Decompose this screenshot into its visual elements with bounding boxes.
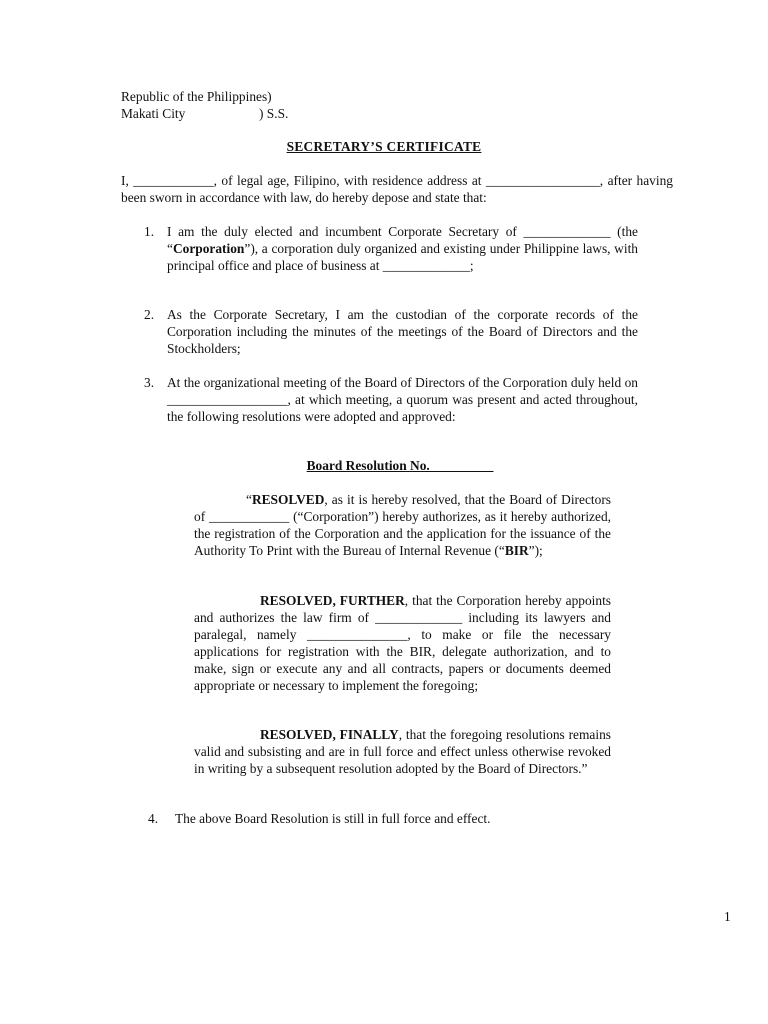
- intro-paragraph: I, ____________, of legal age, Filipino, with residence address at _________________, after having been sworn in accordance with law, do hereby depose and state that:: [121, 173, 673, 205]
- list-item-1: [144, 223, 638, 274]
- corporation-term: Corporation: [172, 241, 245, 256]
- list-item-3: [144, 374, 638, 425]
- venue-block: [121, 88, 288, 122]
- list-number: 1.: [144, 224, 155, 239]
- board-resolution-title: Board Resolution No. _________: [306, 458, 494, 473]
- venue-republic: Republic of the Philippines): [121, 89, 272, 104]
- list-item-4: [148, 810, 490, 827]
- resolution-1: “RESOLVED, as it is hereby resolved, that the Board of Directors of ____________ (“Corporation”) hereby authorizes, as it hereby authorized, the registration of the Corporation and the application for the issuance of the Authority To Print with the Bureau of Internal Revenue (“BIR”);: [194, 492, 611, 558]
- list-text: The above Board Resolution is still in full force and effect.: [175, 811, 491, 826]
- list-number: 4.: [148, 811, 159, 826]
- list-text: As the Corporate Secretary, I am the custodian of the corporate records of the Corporation including the minutes of the meetings of the Board of Directors and the Stockholders;: [167, 307, 638, 356]
- resolution-3: RESOLVED, FINALLY, that the foregoing resolutions remains valid and subsisting and are in full force and effect unless otherwise revoked in writing by a subsequent resolution adopted by the Board of Directors.”: [194, 727, 611, 776]
- resolution-2: RESOLVED, FURTHER, that the Corporation hereby appoints and authorizes the law firm of _____________ including its lawyers and paralegal, namely _______________, to make or file the necessary applications for registration with the BIR, delegate authorization, and to make, sign or execute any and all contracts, papers or documents deemed appropriate or necessary to implement the foregoing;: [194, 593, 612, 693]
- list-text: I am the duly elected and incumbent Corporate Secretary of _____________ (the “Corporation”), a corporation duly organized and existing under Philippine laws, with principal office and place of business at _____________;: [167, 224, 638, 273]
- document-title: SECRETARY’S CERTIFICATE: [286, 139, 482, 154]
- list-text: At the organizational meeting of the Board of Directors of the Corporation duly held on __________________, at which meeting, a quorum was present and acted throughout, the following resolutions were adopted and approved:: [167, 375, 638, 424]
- list-item-2: [144, 306, 638, 357]
- list-number: 2.: [144, 307, 155, 322]
- page-number: 1: [724, 909, 731, 924]
- list-number: 3.: [144, 375, 155, 390]
- venue-city: Makati City ) S.S.: [121, 106, 289, 121]
